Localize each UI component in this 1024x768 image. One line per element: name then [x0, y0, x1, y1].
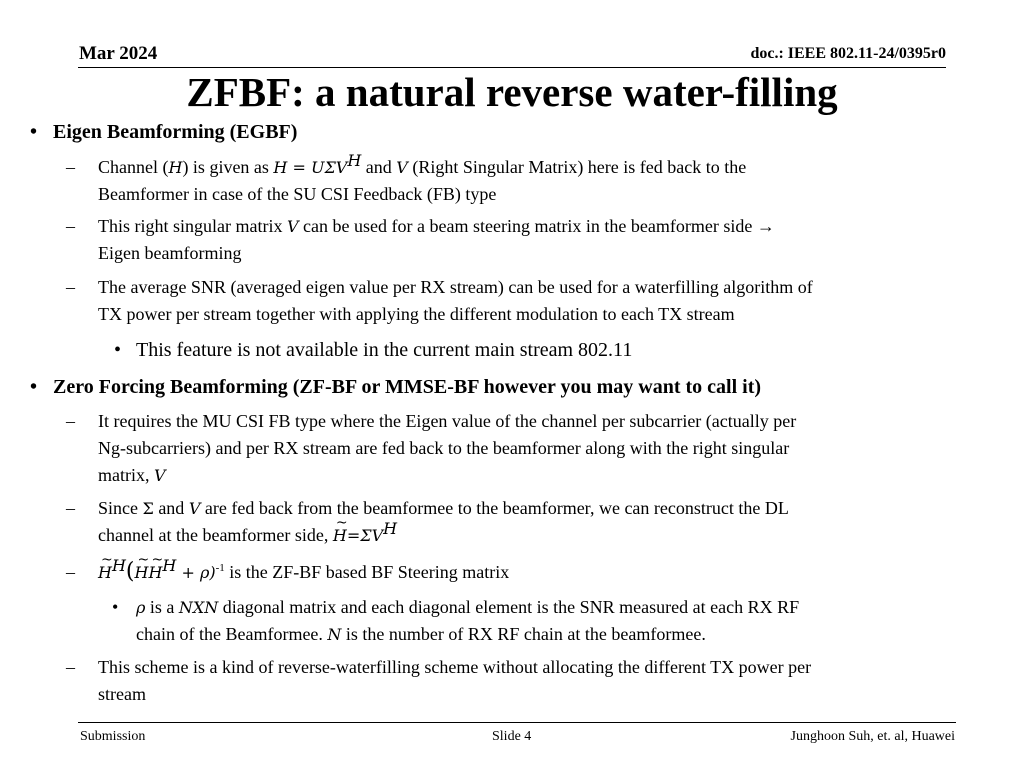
dash-mark: –	[66, 657, 75, 677]
sub-bullet-right-singular-line2: Eigen beamforming	[98, 243, 242, 263]
sub-bullet-mu-csi: It requires the MU CSI FB type where the Eigen value of the channel per subcarrier (actually per	[98, 411, 797, 431]
sub-bullet-zfbf-formula: ~ $H^H(\sim$ H~ $H^H + \rho)^{-1}$ is the ZF-BF based BF Steering matrix	[98, 559, 509, 586]
sub-bullet-average-snr-line2: TX power per stream together with applying the different modulation to each TX stream	[98, 304, 735, 324]
sub-bullet-since-sigma: Since Σ and V are fed back from the beamformee to the beamformer, we can reconstruct the DL	[98, 498, 789, 518]
sub-sub-bullet-feature: This feature is not available in the current main stream 802.11	[136, 339, 633, 361]
sub-bullet-right-singular: This right singular matrix V can be used for a beam steering matrix in the beamformer side →	[98, 216, 775, 236]
dash-mark: –	[66, 498, 75, 518]
bullet-eigen-beamforming: Eigen Beamforming (EGBF)	[53, 121, 298, 143]
footer-authors: Junghoon Suh, et. al, Huawei	[790, 729, 955, 744]
sub-bullet-mu-csi-line2: Ng-subcarriers) and per RX stream are fed back to the beamformer along with the right singular	[98, 438, 790, 458]
footer-submission: Submission	[80, 729, 146, 744]
arrow-right-icon: →	[756, 216, 775, 236]
bullet-mark: •	[30, 121, 38, 143]
bullet-mark: •	[30, 376, 38, 398]
sub-bullet-reverse-waterfilling: This scheme is a kind of reverse-waterfilling scheme without allocating the different TX power per	[98, 657, 812, 677]
bullet-zero-forcing: Zero Forcing Beamforming (ZF-BF or MMSE-BF however you may want to call it)	[53, 376, 762, 398]
header-doc-id: doc.: IEEE 802.11-24/0395r0	[750, 45, 946, 62]
dash-mark: –	[66, 157, 75, 177]
sub-sub-bullet-rho: ρ is a NXN diagonal matrix and each diagonal element is the SNR measured at each RX RF	[136, 597, 800, 617]
sub-bullet-channel-line2: Beamformer in case of the SU CSI Feedback (FB) type	[98, 184, 497, 204]
bullet-mark: •	[114, 339, 122, 361]
footer-slide-number: Slide 4	[492, 729, 532, 744]
footer-divider	[78, 722, 956, 723]
dash-mark: –	[66, 562, 75, 582]
slide-title: ZFBF: a natural reverse water-filling	[186, 69, 838, 115]
sub-bullet-average-snr: The average SNR (averaged eigen value per RX stream) can be used for a waterfilling algorithm of	[98, 277, 813, 297]
sub-sub-bullet-rho-line2: chain of the Beamformee. N is the number of RX RF chain at the beamformee.	[136, 624, 706, 644]
dash-mark: –	[66, 411, 75, 431]
sub-bullet-since-sigma-line2: channel at the beamformer side, ~ $H=\Sigma V^H$	[98, 522, 397, 549]
dash-mark: –	[66, 216, 75, 236]
sub-bullet-channel: Channel (H) is given as $H = U\Sigma V^H$ and V (Right Singular Matrix) here is fed back to the	[98, 151, 747, 177]
sub-bullet-reverse-waterfilling-line2: stream	[98, 684, 146, 704]
sub-bullet-mu-csi-line3: matrix, V	[98, 465, 166, 485]
bullet-mark: •	[112, 597, 119, 617]
dash-mark: –	[66, 277, 75, 297]
header-date: Mar 2024	[79, 43, 158, 64]
